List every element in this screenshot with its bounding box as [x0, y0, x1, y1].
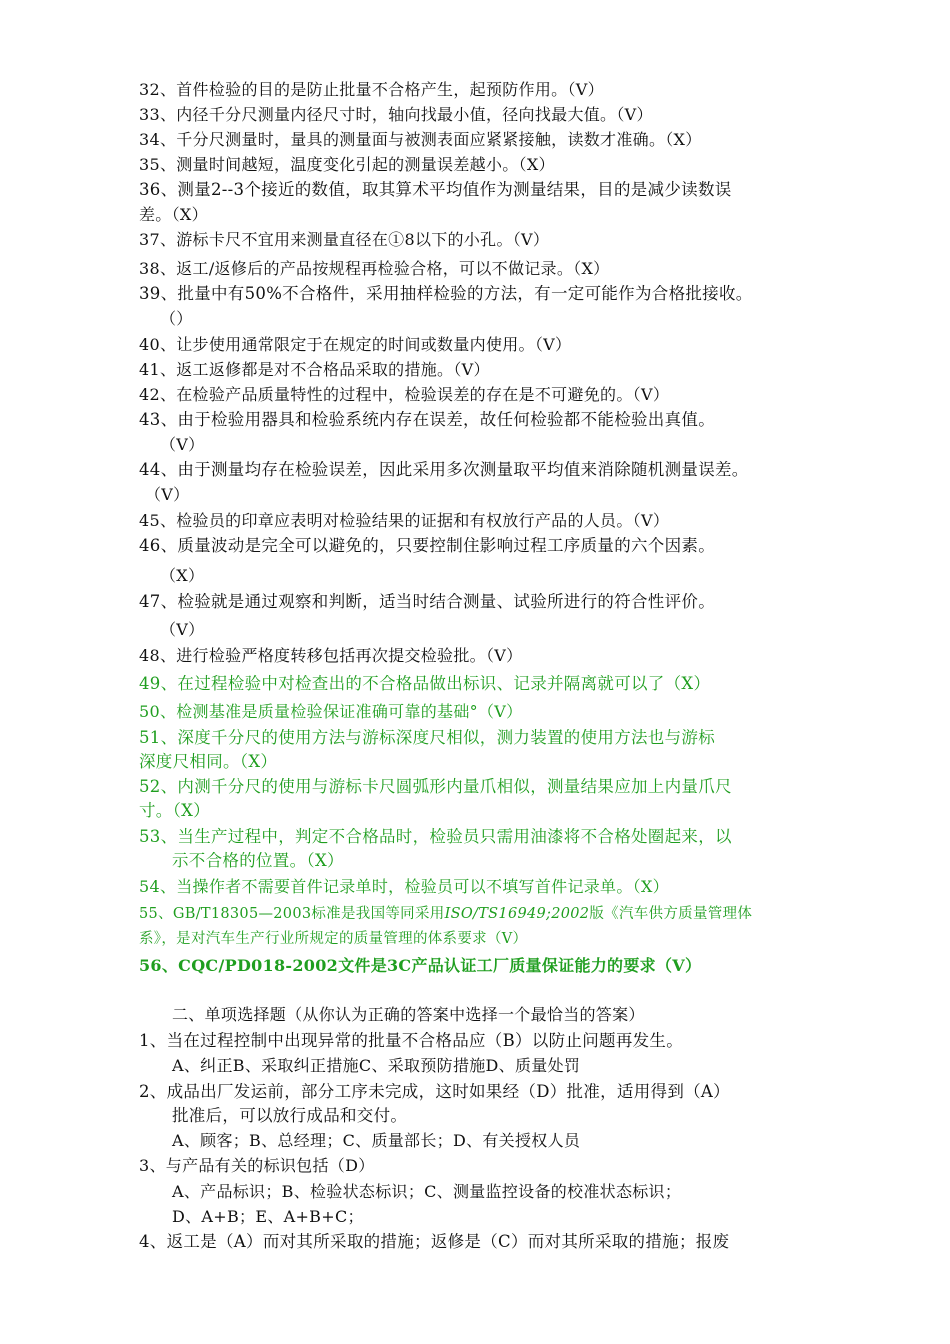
item-55-standard: ISO/TS16949;2002: [444, 906, 590, 922]
item-36-cont: 差。（X）: [139, 205, 208, 224]
item-37: 37、游标卡尺不宜用来测量直径在①8以下的小孔。（V）: [139, 230, 550, 249]
item-36: 36、测量2--3个接近的数值，取其算术平均值作为测量结果，目的是减少读数误: [139, 180, 732, 199]
item-43: 43、由于检验用器具和检验系统内存在误差，故任何检验都不能检验出真值。: [139, 410, 715, 429]
item-42: 42、在检验产品质量特性的过程中，检验误差的存在是不可避免的。（V）: [139, 385, 670, 404]
item-47: 47、检验就是通过观察和判断，适当时结合测量、试验所进行的符合性评价。: [139, 592, 715, 611]
item-55-part-c: 版《汽车供方质量管理体: [589, 906, 753, 922]
item-53-cont: 示不合格的位置。（X）: [172, 851, 344, 870]
q1-options: A、纠正B、采取纠正措施C、采取预防措施D、质量处罚: [172, 1056, 581, 1075]
item-54: 54、当操作者不需要首件记录单时，检验员可以不填写首件记录单。（X）: [139, 877, 669, 896]
item-38: 38、返工/返修后的产品按规程再检验合格，可以不做记录。（X）: [139, 259, 610, 278]
item-52: 52、内测千分尺的使用与游标卡尺圆弧形内量爪相似，测量结果应加上内量爪尺: [139, 777, 732, 796]
q3: 3、与产品有关的标识包括（D）: [139, 1156, 375, 1175]
item-33: 33、内径千分尺测量内径尺寸时，轴向找最小值，径向找最大值。（V）: [139, 105, 653, 124]
item-45: 45、检验员的印章应表明对检验结果的证据和有权放行产品的人员。（V）: [139, 511, 670, 530]
item-51-cont: 深度尺相同。（X）: [139, 752, 278, 771]
item-34: 34、千分尺测量时，量具的测量面与被测表面应紧紧接触，读数才准确。（X）: [139, 130, 702, 149]
item-56: 56、CQC/PD018-2002文件是3C产品认证工厂质量保证能力的要求（V）: [139, 956, 702, 975]
item-39-cont: （）: [160, 309, 193, 328]
item-55: [139, 903, 752, 925]
q3-options-cont: D、A+B；E、A+B+C；: [172, 1207, 364, 1226]
item-35: 35、测量时间越短，温度变化引起的测量误差越小。（X）: [139, 155, 555, 174]
item-47-cont: （V）: [160, 620, 205, 639]
item-48: 48、进行检验严格度转移包括再次提交检验批。（V）: [139, 646, 523, 665]
item-46: 46、质量波动是完全可以避免的，只要控制住影响过程工序质量的六个因素。: [139, 536, 715, 555]
item-43-cont: （V）: [160, 435, 205, 454]
item-40: 40、让步使用通常限定于在规定的时间或数量内使用。（V）: [139, 335, 572, 354]
q2: 2、成品出厂发运前，部分工序未完成，这时如果经（D）批准，适用得到（A）: [139, 1082, 730, 1101]
item-32: 32、首件检验的目的是防止批量不合格产生，起预防作用。（V）: [139, 80, 604, 99]
item-53: 53、当生产过程中，判定不合格品时，检验员只需用油漆将不合格处圈起来，以: [139, 827, 732, 846]
item-52-cont: 寸。（X）: [139, 801, 210, 820]
section-heading: 二、单项选择题（从你认为正确的答案中选择一个最恰当的答案）: [172, 1005, 645, 1024]
item-41: 41、返工返修都是对不合格品采取的措施。（V）: [139, 360, 490, 379]
q3-options: A、产品标识；B、检验状态标识；C、测量监控设备的校准状态标识；: [172, 1182, 682, 1201]
q4: 4、返工是（A）而对其所采取的措施；返修是（C）而对其所采取的措施；报废: [139, 1232, 730, 1251]
item-39: 39、批量中有50%不合格件，采用抽样检验的方法，有一定可能作为合格批接收。: [139, 284, 753, 303]
q1: 1、当在过程控制中出现异常的批量不合格品应（B）以防止问题再发生。: [139, 1031, 684, 1050]
q2-cont: 批准后，可以放行成品和交付。: [172, 1106, 408, 1125]
item-55-cont: 系》，是对汽车生产行业所规定的质量管理的体系要求（V）: [139, 931, 528, 947]
item-55-part-a: 55、GB/T18305—2003标准是我国等同采用: [139, 906, 445, 922]
q2-options: A、顾客；B、总经理；C、质量部长；D、有关授权人员: [172, 1131, 581, 1150]
item-50: 50、检测基准是质量检验保证准确可靠的基础°（V）: [139, 702, 523, 721]
item-44-cont: （V）: [145, 485, 190, 504]
item-49: 49、在过程检验中对检查出的不合格品做出标识、记录并隔离就可以了（X）: [139, 674, 711, 693]
item-46-cont: （X）: [160, 566, 205, 585]
item-51: 51、深度千分尺的使用方法与游标深度尺相似，测力装置的使用方法也与游标: [139, 728, 715, 747]
item-44: 44、由于测量均存在检验误差，因此采用多次测量取平均值来消除随机测量误差。: [139, 460, 749, 479]
